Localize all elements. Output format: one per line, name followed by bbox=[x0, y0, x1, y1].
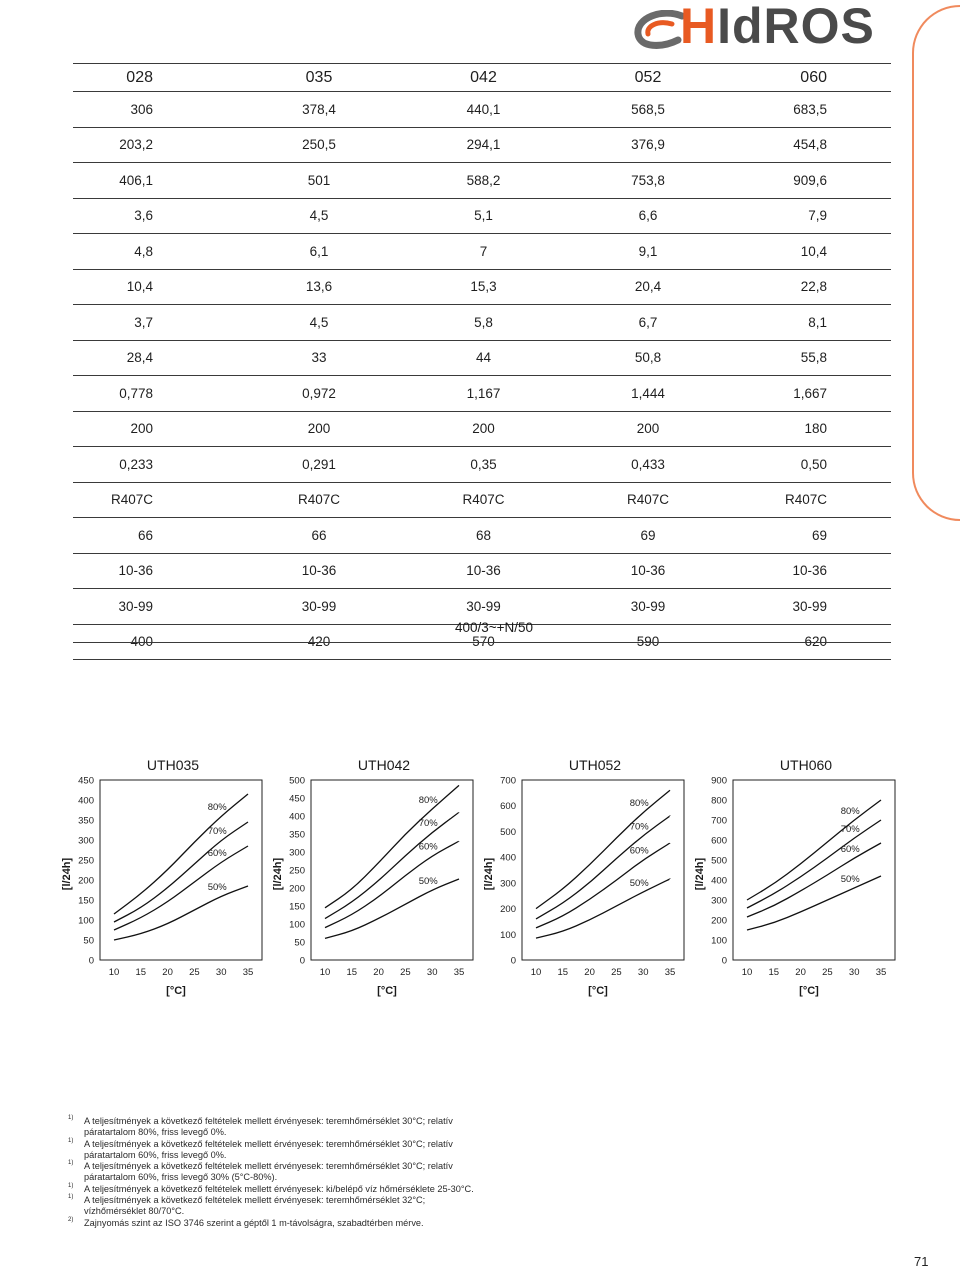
y-tick-label: 350 bbox=[289, 829, 305, 841]
table-cell: R407C bbox=[297, 492, 341, 508]
series-label: 50% bbox=[629, 877, 649, 889]
table-cell: 5,1 bbox=[474, 208, 493, 224]
footnote bbox=[68, 1139, 688, 1162]
table-cell: 6,7 bbox=[638, 314, 658, 330]
x-tick-label: 20 bbox=[795, 967, 806, 978]
table-cell: 30-99 bbox=[466, 598, 501, 614]
table-cell: 753,8 bbox=[631, 172, 665, 188]
table-cell: 203,2 bbox=[119, 137, 153, 153]
table-cell: 376,9 bbox=[631, 137, 665, 153]
table-cell: 55,8 bbox=[800, 350, 827, 366]
table-row bbox=[73, 91, 891, 127]
series-label: 50% bbox=[207, 882, 227, 893]
table-cell: 683,5 bbox=[793, 101, 827, 117]
x-tick-label: 25 bbox=[189, 967, 200, 978]
table-cell: 294,1 bbox=[466, 137, 501, 153]
table-cell: 5,8 bbox=[474, 314, 493, 330]
table-cell: 250,5 bbox=[302, 137, 336, 153]
y-axis-label: [l/24h] bbox=[272, 857, 284, 891]
footnote-text: A teljesítmények a következő feltételek mellett érvényesek: teremhőmérséklet 32°C; bbox=[84, 1195, 426, 1206]
table-row bbox=[73, 588, 891, 624]
x-axis-label: [°C] bbox=[799, 985, 819, 997]
header-cell: 035 bbox=[305, 68, 333, 86]
x-tick-label: 20 bbox=[584, 967, 595, 978]
spec-table bbox=[73, 63, 891, 660]
y-axis-label: [l/24h] bbox=[694, 857, 706, 891]
table-cell: 306 bbox=[130, 101, 153, 117]
table-row bbox=[73, 127, 891, 163]
series-line bbox=[325, 879, 459, 938]
y-tick-label: 50 bbox=[83, 935, 94, 947]
series-label: 60% bbox=[418, 841, 438, 853]
table-row bbox=[73, 411, 891, 447]
table-header-row bbox=[73, 63, 891, 91]
footnote-mark: 1) bbox=[68, 1182, 74, 1189]
chart-title: UTH035 bbox=[146, 757, 200, 773]
series-label: 60% bbox=[840, 844, 860, 855]
x-axis-label: [°C] bbox=[166, 985, 186, 997]
series-line bbox=[747, 820, 881, 908]
table-cell: R407C bbox=[462, 492, 505, 508]
table-cell: 200 bbox=[472, 421, 495, 437]
table-row bbox=[73, 233, 891, 269]
series-label: 70% bbox=[840, 824, 860, 835]
logo-letter-h: H bbox=[680, 0, 718, 54]
series-label: 80% bbox=[207, 802, 227, 813]
footnote-text: A teljesítmények a következő feltételek mellett érvényesek: teremhőmérséklet 30°C; relatív bbox=[84, 1116, 453, 1126]
table-row bbox=[73, 198, 891, 234]
series-label: 80% bbox=[840, 806, 860, 817]
table-cell: 590 bbox=[636, 634, 660, 650]
footnote-text-continued: páratartalom 60%, friss levegő 0%. bbox=[84, 1149, 227, 1160]
y-tick-label: 600 bbox=[500, 801, 516, 813]
x-tick-label: 20 bbox=[162, 967, 173, 978]
x-tick-label: 10 bbox=[319, 967, 331, 978]
x-tick-label: 10 bbox=[108, 967, 120, 978]
header-cell: 042 bbox=[470, 68, 497, 86]
table-cell: 620 bbox=[804, 634, 827, 650]
y-tick-label: 200 bbox=[78, 875, 94, 887]
x-tick-label: 30 bbox=[637, 967, 649, 978]
series-label: 60% bbox=[207, 848, 227, 859]
table-cell: 30-99 bbox=[792, 598, 827, 614]
table-cell: 0,291 bbox=[302, 456, 336, 472]
y-tick-label: 0 bbox=[510, 955, 516, 967]
table-cell: 10-36 bbox=[792, 563, 827, 579]
logo-letters-rest: IdROS bbox=[717, 0, 875, 54]
footnote-mark: 1) bbox=[68, 1137, 74, 1144]
y-axis-label: [l/24h] bbox=[483, 857, 495, 891]
table-cell: R407C bbox=[626, 492, 670, 508]
table-cell: 6,1 bbox=[309, 243, 329, 259]
footnote-text: A teljesítmények a következő feltételek mellett érvényesek: teremhőmérséklet 30°C; relatív bbox=[84, 1138, 453, 1149]
y-tick-label: 300 bbox=[78, 835, 94, 847]
header-cell: 052 bbox=[634, 68, 662, 86]
y-tick-label: 700 bbox=[500, 775, 516, 787]
y-tick-label: 150 bbox=[78, 895, 94, 907]
footnote bbox=[68, 1195, 688, 1218]
x-tick-label: 20 bbox=[373, 967, 384, 978]
y-tick-label: 400 bbox=[711, 875, 727, 887]
power-supply-row bbox=[73, 620, 891, 643]
table-row bbox=[73, 340, 891, 376]
series-line bbox=[536, 879, 670, 938]
table-cell: 69 bbox=[811, 527, 827, 543]
hidros-logo bbox=[632, 0, 894, 54]
y-tick-label: 500 bbox=[289, 775, 305, 787]
chart-title: UTH060 bbox=[779, 757, 833, 773]
chart-title: UTH042 bbox=[357, 757, 411, 773]
x-axis-label: [°C] bbox=[588, 985, 608, 997]
charts-svg bbox=[0, 740, 960, 1010]
table-cell: 28,4 bbox=[126, 350, 153, 366]
table-row bbox=[73, 269, 891, 305]
x-tick-label: 15 bbox=[346, 967, 358, 978]
table-cell: 20,4 bbox=[634, 279, 662, 295]
x-tick-label: 25 bbox=[822, 967, 833, 978]
table-cell: 0,35 bbox=[470, 456, 497, 472]
table-cell: 9,1 bbox=[638, 243, 658, 259]
y-tick-label: 50 bbox=[294, 937, 305, 949]
series-label: 80% bbox=[418, 794, 438, 806]
table-cell: 200 bbox=[130, 421, 153, 437]
series-label: 70% bbox=[418, 818, 438, 830]
logo-wordmark bbox=[680, 0, 875, 54]
table-cell: 22,8 bbox=[800, 279, 827, 295]
x-tick-label: 30 bbox=[848, 967, 860, 978]
footnote-text-continued: páratartalom 80%, friss levegő 0%. bbox=[84, 1127, 227, 1138]
table-cell: 33 bbox=[311, 350, 327, 366]
series-line bbox=[325, 785, 459, 907]
table-cell: 454,8 bbox=[793, 137, 827, 153]
y-tick-label: 0 bbox=[88, 955, 94, 967]
table-cell: 10-36 bbox=[301, 563, 337, 579]
table-cell: 66 bbox=[311, 527, 327, 543]
x-tick-label: 15 bbox=[557, 967, 569, 978]
table-cell: 0,433 bbox=[631, 456, 665, 472]
table-cell: 568,5 bbox=[631, 101, 665, 117]
table-row bbox=[73, 304, 891, 340]
y-tick-label: 400 bbox=[289, 811, 305, 823]
series-line bbox=[536, 790, 670, 908]
table-row bbox=[73, 446, 891, 482]
footnote bbox=[68, 1161, 688, 1184]
y-tick-label: 0 bbox=[299, 955, 305, 967]
table-cell: 4,5 bbox=[309, 314, 329, 330]
y-tick-label: 500 bbox=[500, 826, 516, 838]
power-supply-value: 400/3~+N/50 bbox=[454, 620, 534, 635]
y-axis-label: [l/24h] bbox=[61, 857, 73, 891]
y-tick-label: 250 bbox=[289, 865, 305, 877]
y-tick-label: 200 bbox=[289, 883, 305, 895]
series-label: 60% bbox=[629, 845, 649, 857]
footnote-mark: 1) bbox=[68, 1115, 74, 1121]
table-cell: R407C bbox=[784, 492, 827, 508]
table-cell: 0,972 bbox=[302, 385, 336, 401]
table-cell: 4,5 bbox=[309, 208, 329, 224]
footnote-text: A teljesítmények a következő feltételek mellett érvényesek: ki/belépő víz hőmérséklete 25-30°C. bbox=[84, 1183, 474, 1194]
x-tick-label: 25 bbox=[400, 967, 411, 978]
table-cell: 501 bbox=[307, 172, 331, 188]
x-tick-label: 30 bbox=[426, 967, 438, 978]
y-tick-label: 150 bbox=[289, 901, 305, 913]
table-cell: 3,6 bbox=[134, 208, 153, 224]
footnotes bbox=[68, 1116, 688, 1229]
y-tick-label: 450 bbox=[289, 793, 305, 805]
y-tick-label: 700 bbox=[711, 815, 727, 827]
table-row bbox=[73, 375, 891, 411]
y-tick-label: 200 bbox=[711, 915, 727, 927]
footnote-text-continued: vízhőmérséklet 80/70°C. bbox=[84, 1206, 185, 1217]
x-tick-label: 35 bbox=[453, 967, 465, 978]
footnote-mark: 1) bbox=[68, 1194, 74, 1201]
series-label: 80% bbox=[629, 798, 649, 810]
y-tick-label: 300 bbox=[500, 878, 516, 890]
y-tick-label: 350 bbox=[78, 815, 94, 827]
footnote-text: A teljesítmények a következő feltételek mellett érvényesek: teremhőmérséklet 30°C; relatív bbox=[84, 1161, 453, 1172]
table-cell: 400 bbox=[130, 634, 153, 650]
table-cell: 200 bbox=[636, 421, 660, 437]
x-tick-label: 35 bbox=[664, 967, 676, 978]
table-cell: 1,444 bbox=[631, 385, 665, 401]
x-tick-label: 15 bbox=[768, 967, 780, 978]
y-tick-label: 100 bbox=[711, 935, 727, 947]
y-tick-label: 300 bbox=[289, 847, 305, 859]
table-cell: 420 bbox=[307, 634, 331, 650]
series-label: 50% bbox=[840, 874, 860, 885]
y-tick-label: 400 bbox=[78, 795, 94, 807]
table-row bbox=[73, 553, 891, 589]
table-cell: 0,233 bbox=[119, 456, 153, 472]
table-cell: 10-36 bbox=[118, 563, 153, 579]
series-label: 70% bbox=[207, 826, 227, 837]
chart-frame bbox=[311, 780, 473, 960]
table-cell: 10,4 bbox=[126, 279, 153, 295]
footnote-mark: 2) bbox=[68, 1216, 74, 1223]
table-cell: 0,50 bbox=[800, 456, 827, 472]
footnote bbox=[68, 1184, 688, 1195]
table-cell: 66 bbox=[137, 527, 153, 543]
table-cell: 10-36 bbox=[466, 563, 501, 579]
table-cell: 7 bbox=[479, 243, 488, 259]
table-row bbox=[73, 162, 891, 198]
table-cell: 909,6 bbox=[793, 172, 827, 188]
table-cell: 588,2 bbox=[466, 172, 501, 188]
table-cell: 7,9 bbox=[808, 208, 827, 224]
x-tick-label: 35 bbox=[242, 967, 254, 978]
x-tick-label: 25 bbox=[611, 967, 622, 978]
table-cell: 180 bbox=[804, 421, 827, 437]
table-row bbox=[73, 482, 891, 518]
x-tick-label: 35 bbox=[875, 967, 887, 978]
series-line bbox=[536, 816, 670, 919]
series-line bbox=[747, 876, 881, 930]
y-tick-label: 600 bbox=[711, 835, 727, 847]
x-tick-label: 30 bbox=[215, 967, 227, 978]
series-line bbox=[114, 794, 248, 914]
series-label: 50% bbox=[418, 875, 438, 887]
table-cell: 6,6 bbox=[638, 208, 658, 224]
series-line bbox=[114, 886, 248, 940]
table-cell: 440,1 bbox=[466, 101, 501, 117]
table-cell: 406,1 bbox=[119, 172, 153, 188]
table-row bbox=[73, 517, 891, 553]
y-tick-label: 100 bbox=[289, 919, 305, 931]
y-tick-label: 400 bbox=[500, 852, 516, 864]
x-axis-label: [°C] bbox=[377, 985, 397, 997]
y-tick-label: 450 bbox=[78, 775, 94, 787]
table-cell: 13,6 bbox=[305, 279, 333, 295]
table-cell: 69 bbox=[640, 527, 656, 543]
table-cell: 10-36 bbox=[630, 563, 666, 579]
table-cell: 4,8 bbox=[134, 243, 153, 259]
y-tick-label: 100 bbox=[78, 915, 94, 927]
y-tick-label: 0 bbox=[721, 955, 727, 967]
header-cell: 060 bbox=[800, 68, 827, 86]
footnote bbox=[68, 1218, 688, 1229]
y-tick-label: 100 bbox=[500, 929, 516, 941]
series-line bbox=[325, 812, 459, 918]
x-tick-label: 10 bbox=[530, 967, 542, 978]
table-cell: 50,8 bbox=[634, 350, 662, 366]
table-cell: 570 bbox=[472, 634, 495, 650]
series-label: 70% bbox=[629, 821, 649, 833]
humidity-charts bbox=[0, 740, 960, 1010]
footnote-text-continued: páratartalom 60%, friss levegő 30% (5°C-80%). bbox=[84, 1172, 278, 1183]
x-tick-label: 10 bbox=[741, 967, 753, 978]
footnote bbox=[68, 1116, 688, 1139]
page-number: 71 bbox=[914, 1254, 929, 1269]
side-tab-decoration bbox=[912, 5, 960, 521]
y-tick-label: 250 bbox=[78, 855, 94, 867]
table-cell: 1,167 bbox=[466, 385, 501, 401]
table-cell: 68 bbox=[475, 527, 492, 543]
table-cell: 44 bbox=[475, 350, 492, 366]
table-cell: 200 bbox=[307, 421, 331, 437]
table-cell: R407C bbox=[110, 492, 153, 508]
table-cell: 15,3 bbox=[470, 279, 497, 295]
x-tick-label: 15 bbox=[135, 967, 147, 978]
table-cell: 378,4 bbox=[302, 101, 336, 117]
chart-title: UTH052 bbox=[568, 757, 622, 773]
table-cell: 30-99 bbox=[630, 598, 666, 614]
y-tick-label: 300 bbox=[711, 895, 727, 907]
table-cell: 30-99 bbox=[118, 598, 153, 614]
y-tick-label: 800 bbox=[711, 795, 727, 807]
y-tick-label: 900 bbox=[711, 775, 727, 787]
series-line bbox=[325, 841, 459, 927]
header-cell: 028 bbox=[126, 68, 153, 86]
table-cell: 3,7 bbox=[134, 314, 153, 330]
table-cell: 30-99 bbox=[301, 598, 337, 614]
series-line bbox=[536, 843, 670, 928]
table-cell: 8,1 bbox=[808, 314, 827, 330]
chart-frame bbox=[100, 780, 262, 960]
footnote-mark: 1) bbox=[68, 1160, 74, 1167]
y-tick-label: 500 bbox=[711, 855, 727, 867]
table-cell: 0,778 bbox=[119, 385, 153, 401]
footnote-text: Zajnyomás szint az ISO 3746 szerint a géptől 1 m-távolságra, szabadtérben mérve. bbox=[84, 1217, 424, 1228]
table-cell: 1,667 bbox=[793, 385, 827, 401]
y-tick-label: 200 bbox=[500, 904, 516, 916]
table-cell: 10,4 bbox=[800, 243, 827, 259]
series-line bbox=[114, 822, 248, 922]
